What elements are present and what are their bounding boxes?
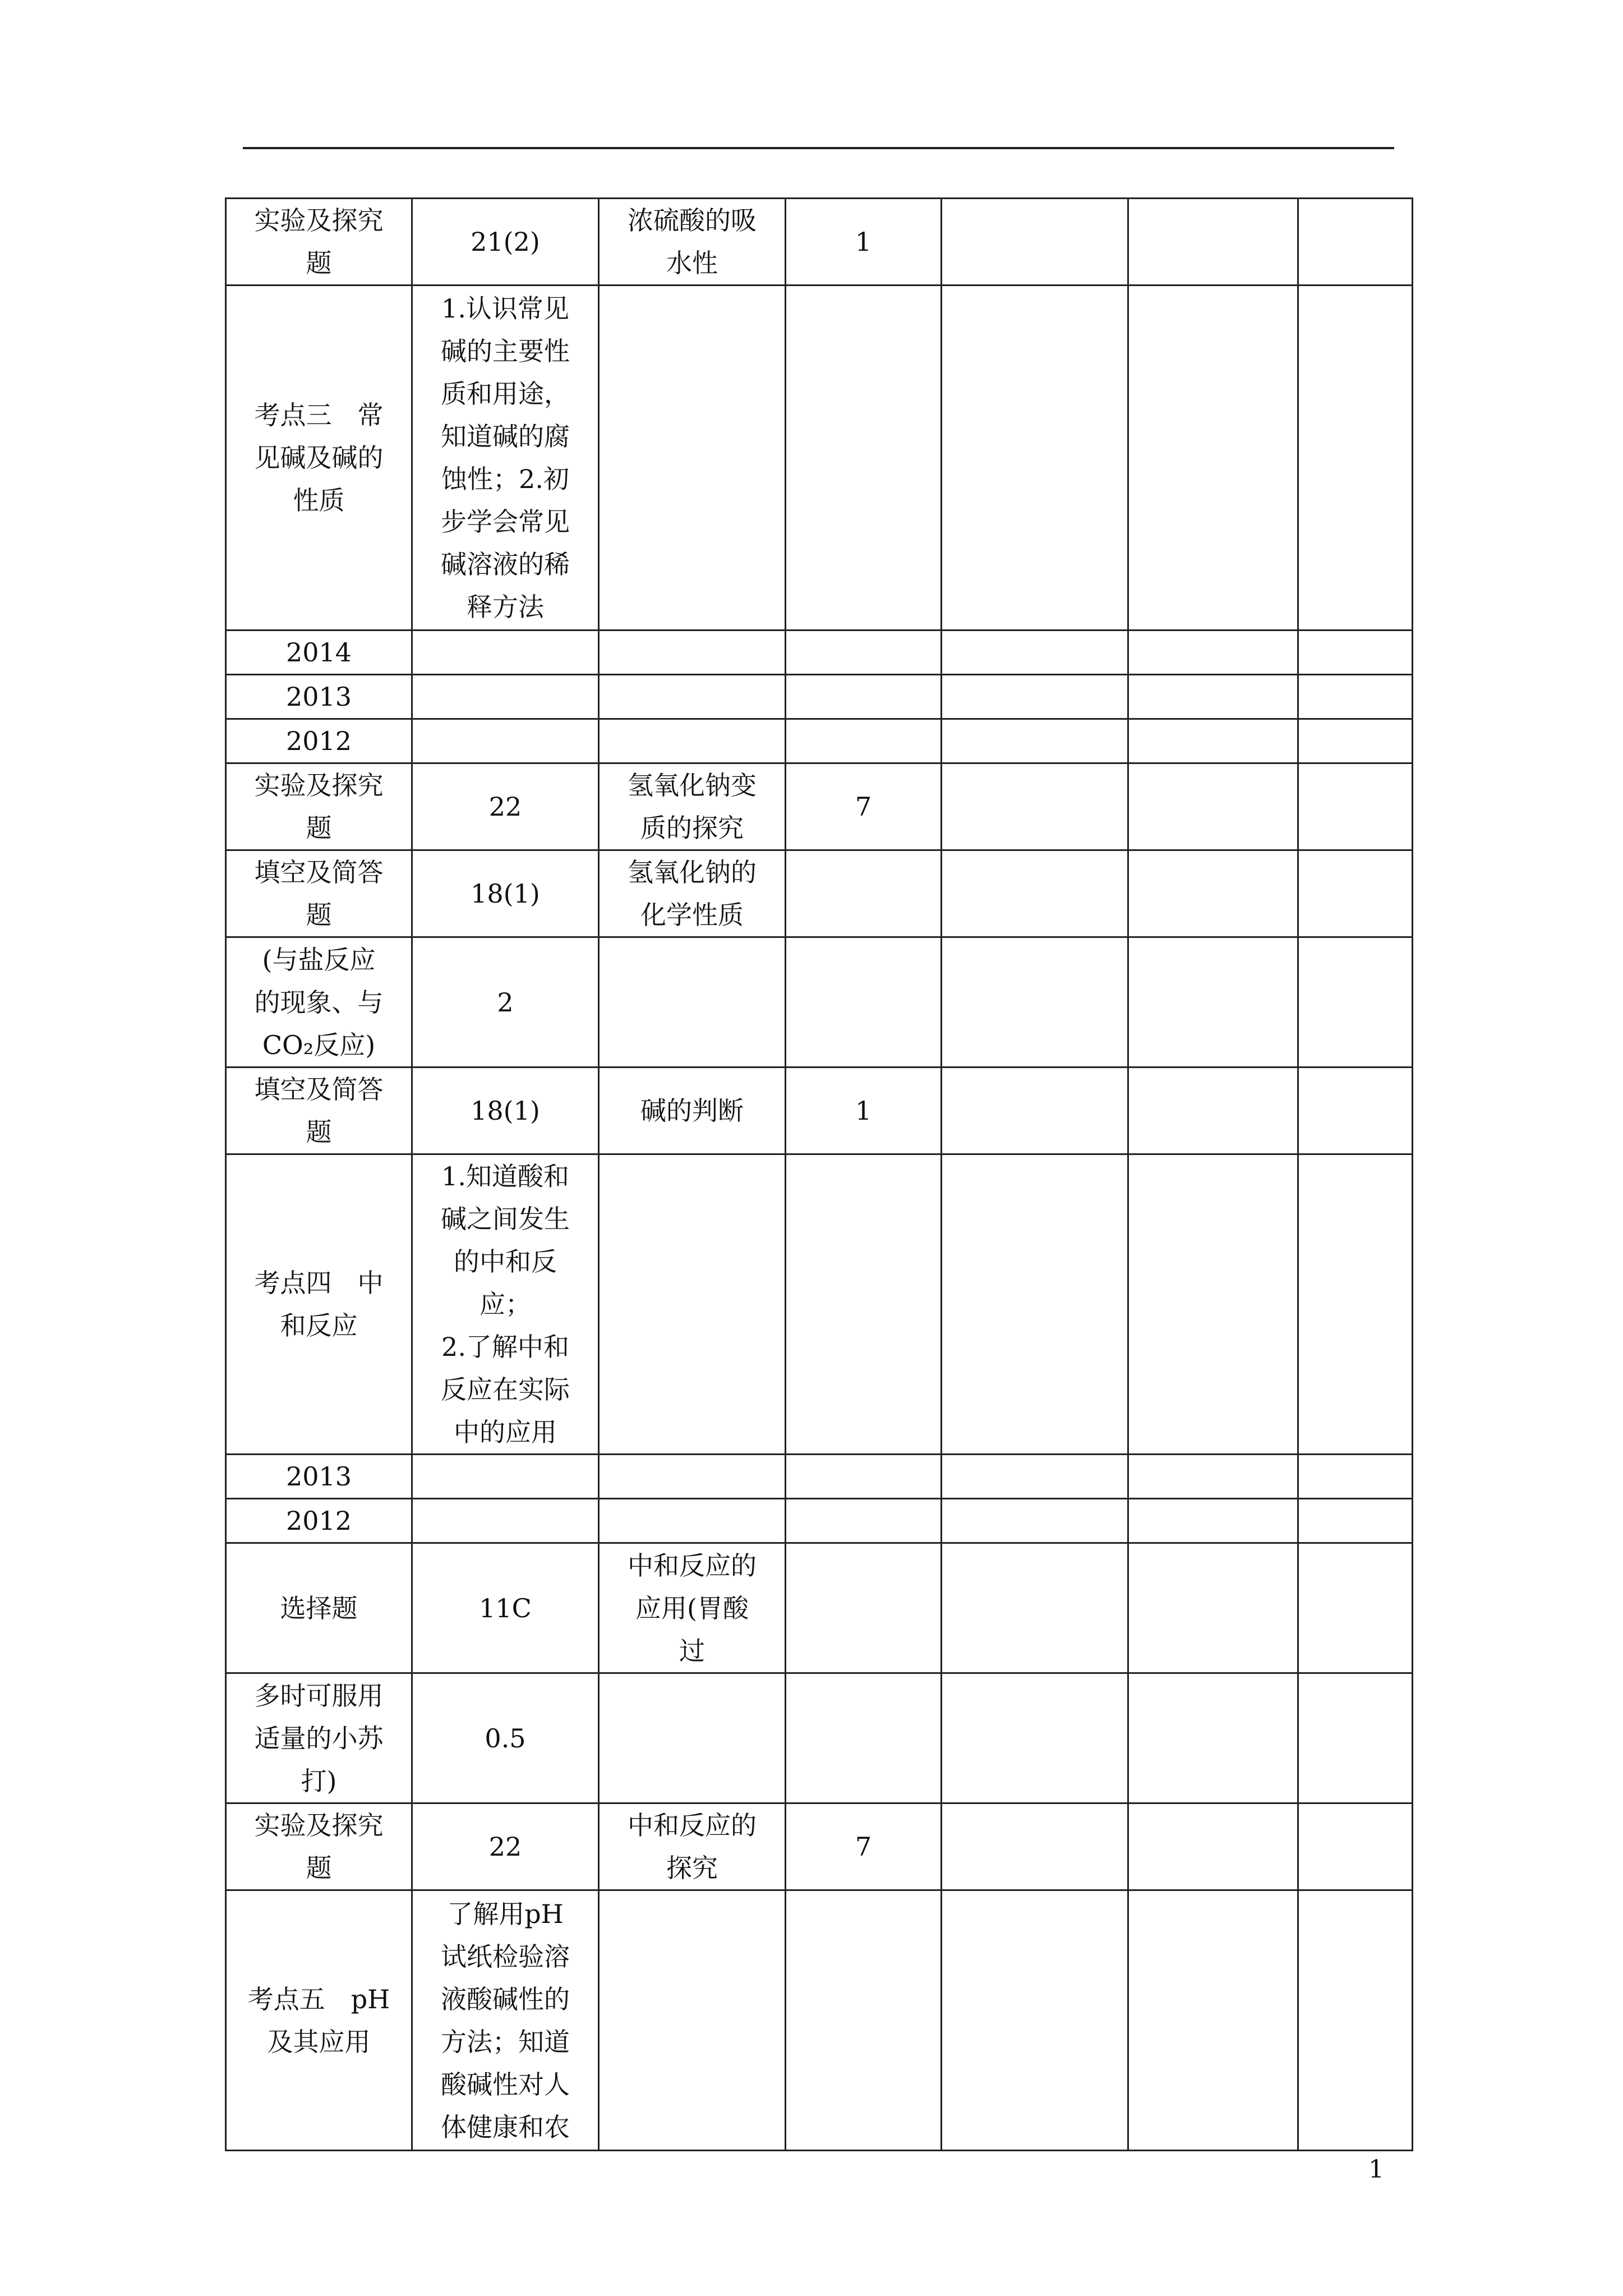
table-cell: 实验及探究 题 bbox=[226, 1803, 412, 1890]
table-cell: 2012 bbox=[226, 1499, 412, 1543]
table-cell bbox=[1128, 1673, 1298, 1803]
table-cell bbox=[599, 1673, 786, 1803]
table-cell bbox=[1298, 199, 1413, 286]
table-cell: 了解用pH 试纸检验溶 液酸碱性的 方法；知道 酸碱性对人 体健康和农 bbox=[412, 1890, 599, 2151]
table-cell bbox=[1128, 199, 1298, 286]
table-cell bbox=[942, 850, 1128, 937]
table-cell: 11C bbox=[412, 1543, 599, 1673]
table-cell: 18(1) bbox=[412, 850, 599, 937]
table-cell: 碱的判断 bbox=[599, 1068, 786, 1154]
table-cell bbox=[942, 1455, 1128, 1499]
table-cell bbox=[942, 1673, 1128, 1803]
table-cell bbox=[786, 286, 942, 631]
table-cell: 氢氧化钠的 化学性质 bbox=[599, 850, 786, 937]
table-cell bbox=[942, 1499, 1128, 1543]
table-cell bbox=[786, 1499, 942, 1543]
table-cell bbox=[1128, 1543, 1298, 1673]
table-cell: 22 bbox=[412, 1803, 599, 1890]
table-cell bbox=[786, 850, 942, 937]
table-cell bbox=[1128, 850, 1298, 937]
table-cell bbox=[942, 1154, 1128, 1455]
table-cell bbox=[599, 675, 786, 719]
table-cell: 中和反应的 探究 bbox=[599, 1803, 786, 1890]
table-cell bbox=[1298, 937, 1413, 1068]
table-cell: 2013 bbox=[226, 1455, 412, 1499]
table-cell bbox=[1128, 286, 1298, 631]
table-cell bbox=[786, 1673, 942, 1803]
table-cell: 实验及探究 题 bbox=[226, 763, 412, 850]
table-cell: 2013 bbox=[226, 675, 412, 719]
table-cell bbox=[942, 631, 1128, 675]
table-cell bbox=[786, 937, 942, 1068]
table-cell bbox=[942, 1543, 1128, 1673]
table-cell: 实验及探究 题 bbox=[226, 199, 412, 286]
table-cell bbox=[412, 1455, 599, 1499]
table-cell: 18(1) bbox=[412, 1068, 599, 1154]
table-cell bbox=[1298, 675, 1413, 719]
table-row bbox=[226, 1154, 1413, 1455]
table-row bbox=[226, 199, 1413, 286]
table-cell bbox=[1128, 631, 1298, 675]
table-row bbox=[226, 675, 1413, 719]
table-cell bbox=[1298, 1068, 1413, 1154]
table-cell bbox=[942, 937, 1128, 1068]
table-cell bbox=[1128, 1455, 1298, 1499]
table-cell bbox=[942, 199, 1128, 286]
table-cell: 中和反应的 应用(胃酸 过 bbox=[599, 1543, 786, 1673]
table-cell bbox=[599, 1154, 786, 1455]
table-cell: 22 bbox=[412, 763, 599, 850]
table-cell bbox=[1298, 1803, 1413, 1890]
table-cell bbox=[1298, 1673, 1413, 1803]
table-cell bbox=[786, 1543, 942, 1673]
table-cell: 21(2) bbox=[412, 199, 599, 286]
table-cell: 2 bbox=[412, 937, 599, 1068]
header-rule bbox=[243, 147, 1394, 149]
table-cell bbox=[412, 675, 599, 719]
table-cell: 0.5 bbox=[412, 1673, 599, 1803]
table-cell bbox=[599, 719, 786, 763]
table-cell bbox=[1128, 1154, 1298, 1455]
table-cell bbox=[942, 719, 1128, 763]
page-number: 1 bbox=[1368, 2155, 1384, 2184]
table-cell bbox=[1128, 1890, 1298, 2151]
table-cell: 考点三 常 见碱及碱的 性质 bbox=[226, 286, 412, 631]
table-row bbox=[226, 719, 1413, 763]
table-cell bbox=[942, 1890, 1128, 2151]
table-cell bbox=[786, 675, 942, 719]
table-cell: 1.认识常见 碱的主要性 质和用途， 知道碱的腐 蚀性；2.初 步学会常见 碱溶液的稀 释方法 bbox=[412, 286, 599, 631]
table-cell bbox=[786, 1890, 942, 2151]
table-cell: 填空及简答 题 bbox=[226, 1068, 412, 1154]
table-row bbox=[226, 286, 1413, 631]
table-cell: 2014 bbox=[226, 631, 412, 675]
table-cell: 1 bbox=[786, 1068, 942, 1154]
table-cell bbox=[786, 631, 942, 675]
table-cell: 填空及简答 题 bbox=[226, 850, 412, 937]
table-cell: (与盐反应 的现象、与 CO₂反应) bbox=[226, 937, 412, 1068]
table-cell bbox=[412, 631, 599, 675]
table-cell bbox=[1128, 1068, 1298, 1154]
table-cell: 7 bbox=[786, 763, 942, 850]
table-cell bbox=[786, 1154, 942, 1455]
table-cell bbox=[412, 719, 599, 763]
table-cell bbox=[599, 1455, 786, 1499]
table-cell bbox=[1298, 719, 1413, 763]
table-cell bbox=[942, 675, 1128, 719]
table-cell bbox=[942, 763, 1128, 850]
table-row bbox=[226, 1499, 1413, 1543]
table-cell bbox=[1128, 719, 1298, 763]
table-cell bbox=[412, 1499, 599, 1543]
table-cell bbox=[1128, 675, 1298, 719]
table-row bbox=[226, 1890, 1413, 2151]
table-cell bbox=[599, 631, 786, 675]
table-cell bbox=[599, 1499, 786, 1543]
table-cell bbox=[1128, 937, 1298, 1068]
table-cell: 2012 bbox=[226, 719, 412, 763]
table-row bbox=[226, 1803, 1413, 1890]
table-cell bbox=[1298, 850, 1413, 937]
table-cell bbox=[599, 937, 786, 1068]
table-cell bbox=[599, 286, 786, 631]
table-cell bbox=[942, 1803, 1128, 1890]
table-cell bbox=[1298, 1455, 1413, 1499]
table-cell: 氢氧化钠变 质的探究 bbox=[599, 763, 786, 850]
table-cell bbox=[1298, 631, 1413, 675]
table-cell: 1.知道酸和 碱之间发生 的中和反应； 2.了解中和 反应在实际 中的应用 bbox=[412, 1154, 599, 1455]
table-cell bbox=[942, 286, 1128, 631]
table-cell bbox=[1128, 1499, 1298, 1543]
table-cell: 浓硫酸的吸 水性 bbox=[599, 199, 786, 286]
table-row bbox=[226, 631, 1413, 675]
table-cell: 选择题 bbox=[226, 1543, 412, 1673]
table-cell bbox=[1298, 1543, 1413, 1673]
table-cell bbox=[1128, 763, 1298, 850]
table-row bbox=[226, 937, 1413, 1068]
table-cell bbox=[1298, 1499, 1413, 1543]
table-cell bbox=[1298, 286, 1413, 631]
table-cell: 考点五 pH 及其应用 bbox=[226, 1890, 412, 2151]
table-row bbox=[226, 1068, 1413, 1154]
table-cell: 7 bbox=[786, 1803, 942, 1890]
table-cell bbox=[599, 1890, 786, 2151]
table-cell bbox=[1298, 1154, 1413, 1455]
table-cell bbox=[1128, 1803, 1298, 1890]
table-row bbox=[226, 763, 1413, 850]
table-cell: 1 bbox=[786, 199, 942, 286]
table-cell: 多时可服用 适量的小苏 打) bbox=[226, 1673, 412, 1803]
table-row bbox=[226, 1455, 1413, 1499]
table-cell bbox=[1298, 763, 1413, 850]
table-cell bbox=[1298, 1890, 1413, 2151]
exam-analysis-table bbox=[225, 197, 1413, 2151]
table-cell bbox=[942, 1068, 1128, 1154]
table-row bbox=[226, 850, 1413, 937]
table-cell bbox=[786, 719, 942, 763]
table-cell: 考点四 中 和反应 bbox=[226, 1154, 412, 1455]
table-row bbox=[226, 1673, 1413, 1803]
table-cell bbox=[786, 1455, 942, 1499]
table-row bbox=[226, 1543, 1413, 1673]
